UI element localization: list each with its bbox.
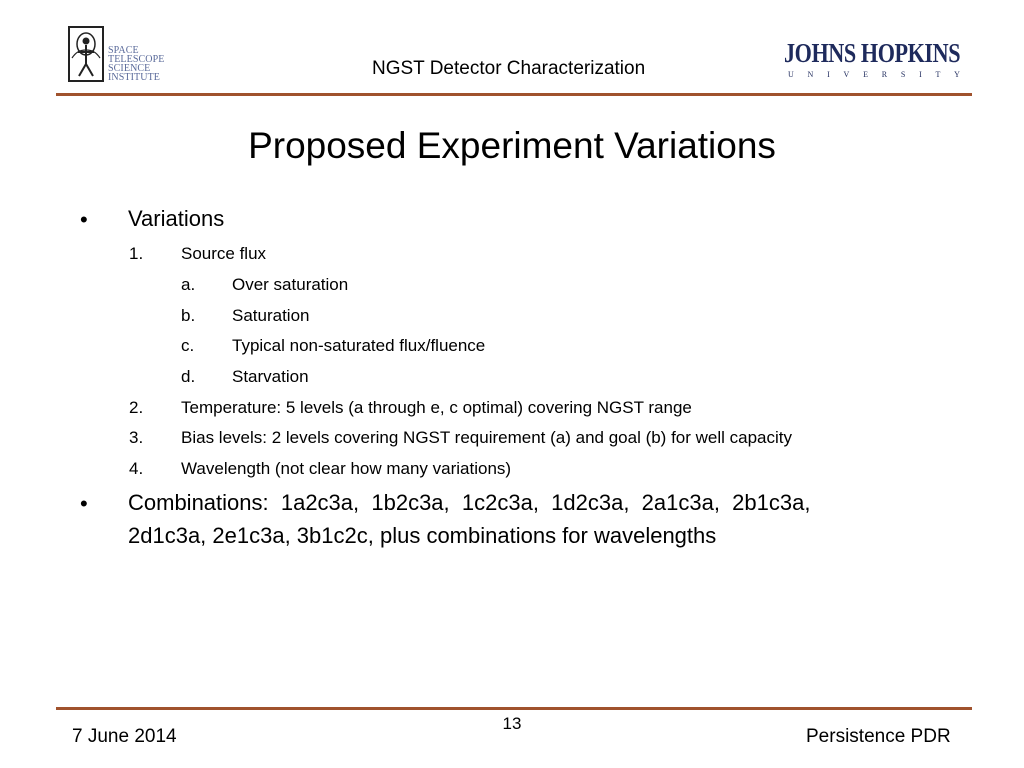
stsci-word: INSTITUTE — [108, 72, 160, 83]
list-item-text: Wavelength (not clear how many variations) — [181, 459, 512, 478]
jhu-letter: V — [843, 70, 850, 79]
sublist-letter: a. — [181, 275, 196, 294]
list-number: 3. — [129, 428, 144, 447]
bullet-marker: • — [80, 207, 88, 232]
list-item-text: Bias levels: 2 levels covering NGST requirement (a) and goal (b) for well capacity — [181, 428, 793, 447]
jhu-letter: N — [807, 70, 814, 79]
jhu-letter: I — [919, 70, 922, 79]
footer-event: Persistence PDR — [806, 726, 951, 747]
stsci-word: SCIENCE — [108, 63, 151, 74]
bullet-text-line: Combinations: 1a2c3a, 1b2c3a, 1c2c3a, 1d2c3a, 2a1c3a, 2b1c3a, — [128, 490, 811, 515]
jhu-letter: U — [788, 70, 794, 79]
stsci-word: SPACE — [108, 45, 139, 56]
header-title: NGST Detector Characterization — [372, 58, 646, 79]
sublist-item-text: Saturation — [232, 306, 310, 325]
sublist-letter: d. — [181, 367, 196, 386]
sublist-item-text: Starvation — [232, 367, 309, 386]
footer-date: 7 June 2014 — [72, 726, 177, 747]
jhu-letter: R — [881, 70, 888, 79]
stsci-word: TELESCOPE — [108, 54, 165, 65]
jhu-logo-subtitle — [788, 70, 960, 79]
jhu-letter: Y — [954, 70, 960, 79]
stsci-wordmark — [108, 46, 188, 82]
jhu-letter: T — [935, 70, 941, 79]
header-divider — [56, 93, 972, 96]
bullet-text: Variations — [128, 206, 225, 231]
page-number: 13 — [502, 714, 522, 733]
sublist-letter: b. — [181, 306, 196, 325]
bullet-marker: • — [80, 491, 88, 516]
sublist-letter: c. — [181, 336, 195, 355]
jhu-letter: I — [827, 70, 830, 79]
jhu-logo-name: JOHNS HOPKINS — [784, 38, 961, 68]
jhu-letter: S — [900, 70, 906, 79]
sublist-item-text: Typical non-saturated flux/fluence — [232, 336, 486, 355]
list-number: 2. — [129, 398, 144, 417]
list-item-text: Temperature: 5 levels (a through e, c optimal) covering NGST range — [181, 398, 692, 417]
footer-divider — [56, 707, 972, 710]
jhu-letter: E — [863, 70, 868, 79]
list-item-text: Source flux — [181, 244, 267, 263]
list-number: 1. — [129, 244, 144, 263]
list-number: 4. — [129, 459, 144, 478]
sublist-item-text: Over saturation — [232, 275, 349, 294]
bullet-text-line: 2d1c3a, 2e1c3a, 3b1c2c, plus combinations for wavelengths — [128, 523, 717, 548]
slide-title: Proposed Experiment Variations — [248, 125, 776, 166]
